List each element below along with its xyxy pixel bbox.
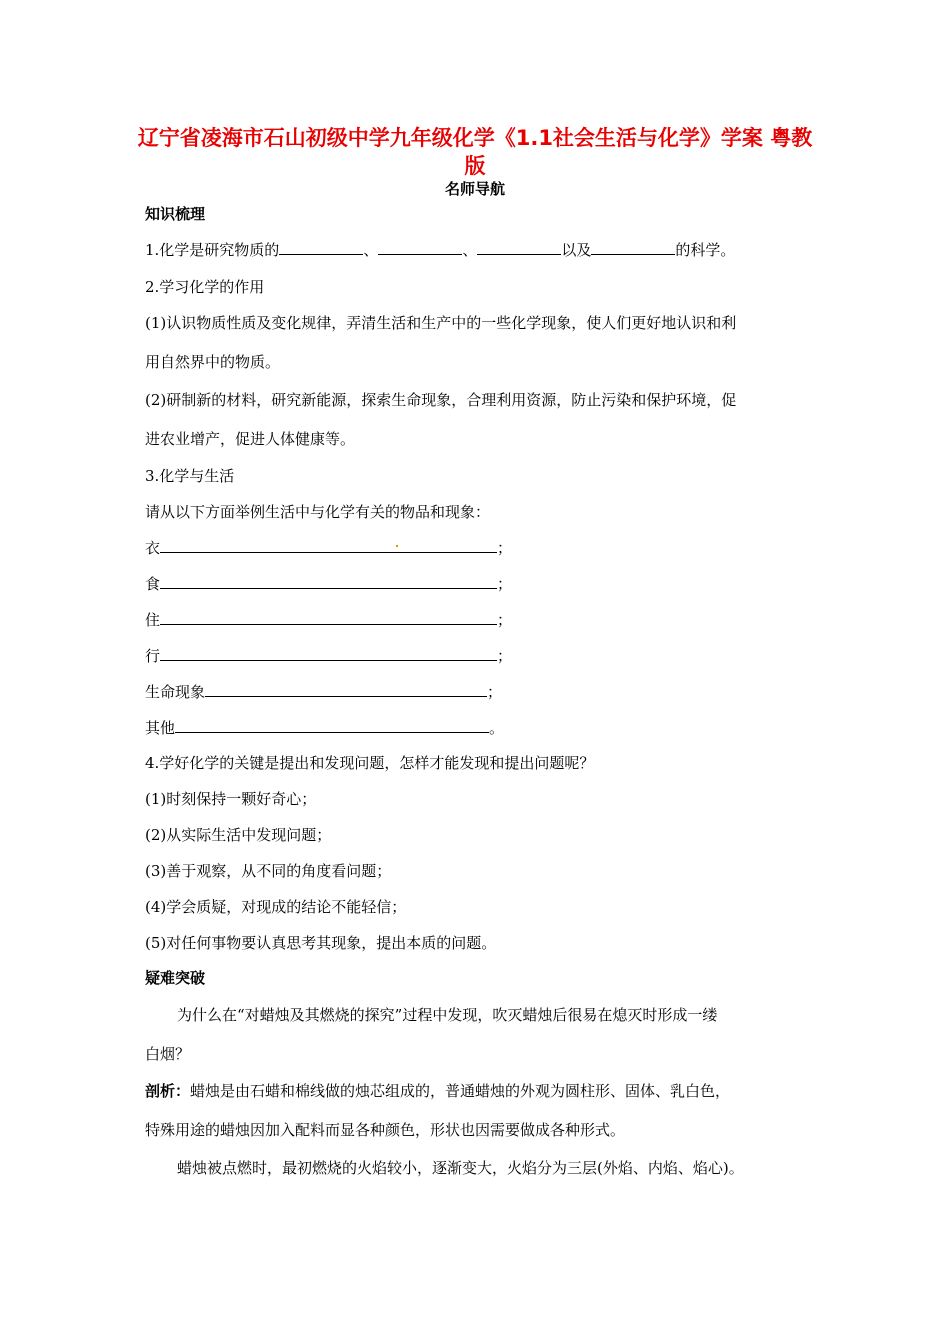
analysis-text: 蜡烛是由石蜡和棉线做的烛芯组成的，普通蜡烛的外观为圆柱形、固体、乳白色， [190, 1082, 731, 1100]
fill-row-life [145, 681, 502, 702]
paragraph-line: 用自然界中的物质。 [145, 353, 281, 371]
row-label: 生命现象 [145, 683, 206, 701]
fill-row-other [145, 717, 504, 738]
fill-row-housing [145, 609, 512, 630]
paragraph-line: (1)认识物质性质及变化规律，弄清生活和生产中的一些化学现象，使人们更好地认识和利 [145, 314, 737, 332]
question-text: 白烟？ [145, 1045, 191, 1063]
fill-blank [160, 646, 497, 661]
fill-blank [175, 718, 489, 733]
row-end: ； [497, 539, 513, 557]
analysis-line [145, 1080, 730, 1101]
q1-connector: 以及 [561, 241, 592, 259]
row-end: 。 [489, 719, 505, 737]
fill-blank [205, 682, 487, 697]
row-end: ； [487, 683, 503, 701]
fill-blank [591, 240, 675, 255]
q1-separator: 、 [462, 241, 478, 259]
fill-blank [160, 610, 497, 625]
list-item: (2)从实际生活中发现问题； [145, 826, 332, 844]
list-item: (5)对任何事物要认真思考其现象，提出本质的问题。 [145, 934, 497, 952]
analysis-label: 剖析： [145, 1082, 191, 1100]
row-end: ； [497, 611, 513, 629]
fill-blank [477, 240, 561, 255]
fill-row-clothing [145, 537, 512, 558]
list-item: (3)善于观察，从不同的角度看问题； [145, 862, 392, 880]
fill-blank [279, 240, 363, 255]
row-end: ； [497, 575, 513, 593]
fill-row-travel [145, 645, 512, 666]
question-1 [145, 239, 735, 260]
section-heading-difficulty: 疑难突破 [145, 969, 206, 987]
q1-suffix: 的科学。 [675, 241, 736, 259]
fill-blank [160, 574, 497, 589]
question-text: 为什么在“对蜡烛及其燃烧的探究”过程中发现，吹灭蜡烛后很易在熄灭时形成一缕 [177, 1006, 718, 1024]
document-title: 辽宁省凌海市石山初级中学九年级化学《1.1社会生活与化学》学案 粤教版 [137, 126, 813, 178]
row-label: 住 [145, 611, 161, 629]
paragraph-line: 进农业增产，促进人体健康等。 [145, 430, 356, 448]
q1-separator: 、 [363, 241, 379, 259]
fill-blank [378, 240, 462, 255]
q1-prefix: 1.化学是研究物质的 [145, 241, 280, 259]
analysis-line: 特殊用途的蜡烛因加入配料而显各种颜色，形状也因需要做成各种形式。 [145, 1121, 626, 1139]
paragraph-line: (2)研制新的材料，研究新能源，探索生命现象，合理利用资源，防止污染和保护环境，促 [145, 391, 737, 409]
question-3-intro: 请从以下方面举例生活中与化学有关的物品和现象： [145, 503, 491, 521]
question-3-heading: 3.化学与生活 [145, 467, 235, 485]
list-item: (4)学会质疑，对现成的结论不能轻信； [145, 898, 407, 916]
analysis-line: 蜡烛被点燃时，最初燃烧的火焰较小，逐渐变大，火焰分为三层(外焰、内焰、焰心)。 [177, 1159, 744, 1177]
row-label: 衣 [145, 539, 161, 557]
list-item: (1)时刻保持一颗好奇心； [145, 790, 317, 808]
row-end: ； [497, 647, 513, 665]
row-label: 其他 [145, 719, 176, 737]
ink-speck [396, 545, 398, 547]
row-label: 行 [145, 647, 161, 665]
section-heading-knowledge: 知识梳理 [145, 205, 206, 223]
fill-blank [160, 538, 497, 553]
question-2-heading: 2.学习化学的作用 [145, 278, 265, 296]
row-label: 食 [145, 575, 161, 593]
document-subtitle: 名师导航 [444, 180, 505, 198]
fill-row-food [145, 573, 512, 594]
question-4-heading: 4.学好化学的关键是提出和发现问题，怎样才能发现和提出问题呢？ [145, 754, 595, 772]
